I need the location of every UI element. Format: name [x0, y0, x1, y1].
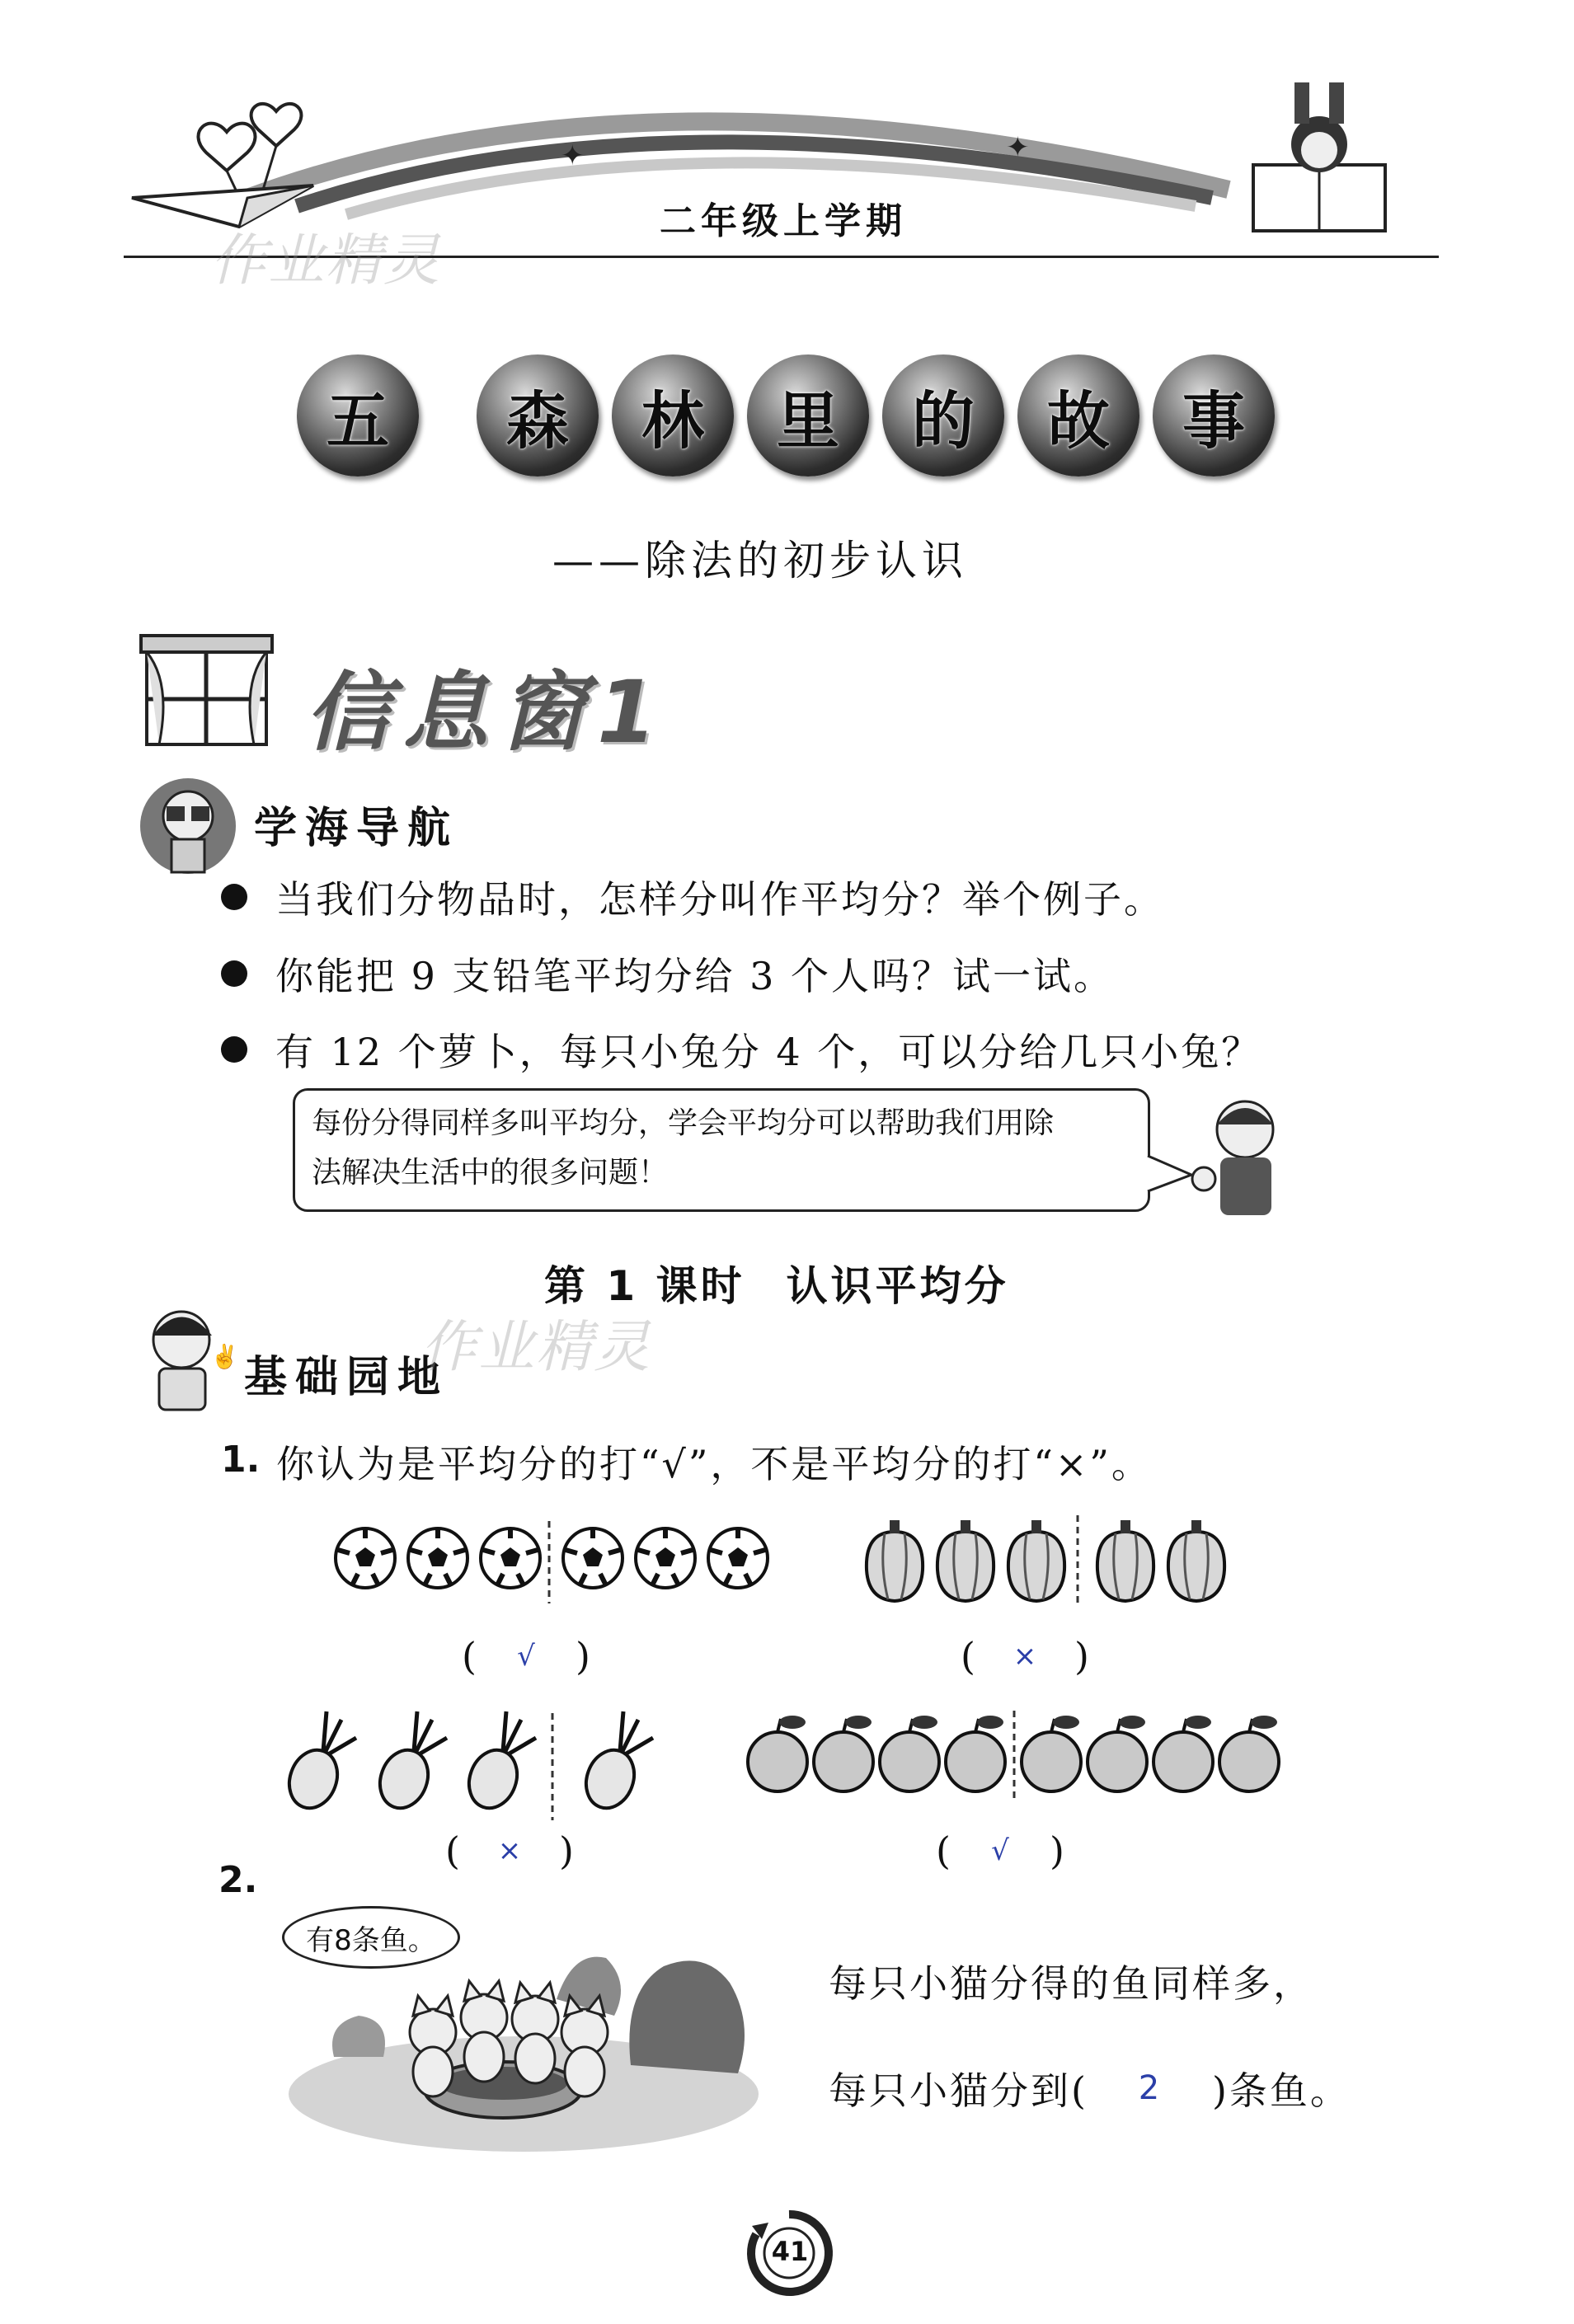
cat-icon	[410, 1996, 456, 2096]
radish-icon	[281, 1711, 356, 1815]
title-char: 事	[1153, 354, 1275, 477]
q1-number: 1.	[221, 1439, 261, 1481]
watermark-top: 作业精灵	[210, 228, 442, 293]
answer-mark: √	[991, 1834, 1009, 1867]
cats-speech-bubble: 有8条鱼。	[282, 1906, 460, 1969]
soccer-ball-icon	[636, 1528, 695, 1588]
radishes-group	[280, 1705, 668, 1820]
apple-icon	[1088, 1716, 1147, 1791]
pepper-icon	[1168, 1520, 1224, 1601]
soccer-ball-icon	[336, 1528, 395, 1588]
svg-text:✦: ✦	[561, 139, 585, 172]
answer-mark: √	[517, 1640, 535, 1673]
apple-icon	[748, 1716, 807, 1791]
guide-bullet	[221, 1022, 1262, 1077]
tip-line: 法解决生活中的很多问题！	[312, 1156, 669, 1190]
radish-icon	[461, 1711, 536, 1815]
apple-icon	[1219, 1716, 1279, 1791]
bullet-dot	[221, 960, 247, 987]
guide-bullet	[221, 946, 1114, 1001]
q2-answer: 2	[1138, 2069, 1163, 2107]
bullet-dot	[221, 884, 247, 910]
tip-speech-box	[293, 1088, 1150, 1212]
q1-answer-2: ( × )	[961, 1634, 1089, 1678]
bullet-text: 你能把 9 支铅笔平均分给 3 个人吗？试一试。	[275, 954, 1115, 998]
lesson-number: 第 1 课时	[544, 1262, 745, 1310]
lesson-name: 认识平均分	[786, 1262, 1009, 1310]
title-char: 森	[477, 354, 599, 477]
soccer-balls-group	[328, 1521, 773, 1603]
info-window-label: 信息窗1	[305, 662, 669, 763]
soccer-ball-icon	[563, 1528, 623, 1588]
answer-mark: ×	[1013, 1640, 1037, 1673]
apple-icon	[880, 1716, 939, 1791]
pepper-icon	[867, 1520, 923, 1601]
peppers-group	[862, 1515, 1249, 1606]
svg-text:✦: ✦	[1006, 131, 1030, 164]
window-icon	[139, 633, 275, 749]
page-number: 41	[771, 2236, 809, 2267]
apples-group	[746, 1711, 1299, 1801]
grade-label: 二年级上学期	[660, 200, 907, 242]
q1-answer-4: ( √ )	[936, 1829, 1064, 1873]
apple-icon	[1022, 1716, 1081, 1791]
title-char: 里	[747, 354, 869, 477]
radish-icon	[578, 1711, 653, 1815]
title-char: 的	[882, 354, 1004, 477]
girl-icon	[136, 1303, 239, 1414]
bullet-text: 有 12 个萝卜，每只小兔分 4 个，可以分给几只小兔？	[275, 1030, 1262, 1074]
bullet-dot	[221, 1036, 247, 1063]
q2-number: 2.	[218, 1859, 258, 1901]
svg-text:✌: ✌	[210, 1343, 239, 1370]
boy-waving-icon	[1187, 1096, 1294, 1220]
pepper-icon	[1097, 1520, 1153, 1601]
q2-line2-before: 每只小猫分到(	[829, 2068, 1088, 2113]
basics-heading: 基础园地	[244, 1353, 449, 1402]
title-char: 林	[612, 354, 734, 477]
soccer-ball-icon	[408, 1528, 468, 1588]
q1-answer-3: ( × )	[445, 1829, 574, 1873]
q2-line2	[829, 2061, 1351, 2115]
q1-text: 你认为是平均分的打“√”，不是平均分的打“×”。	[276, 1442, 1152, 1486]
cat-icon	[512, 1983, 558, 2083]
q1-answer-1: ( √ )	[462, 1634, 590, 1678]
apple-icon	[814, 1716, 873, 1791]
pepper-icon	[937, 1520, 994, 1601]
watermark-middle: 作业精灵	[421, 1315, 652, 1380]
soccer-ball-icon	[708, 1528, 768, 1588]
q2-line1: 每只小猫分得的鱼同样多，	[829, 1961, 1313, 2006]
apple-icon	[946, 1716, 1005, 1791]
title-char: 五	[297, 354, 419, 477]
unit-subtitle: ——除法的初步认识	[552, 537, 968, 585]
pepper-icon	[1008, 1520, 1064, 1601]
guide-heading: 学海导航	[254, 804, 459, 853]
guide-bullet	[221, 870, 1164, 924]
unit-title	[297, 354, 1286, 486]
soccer-ball-icon	[481, 1528, 540, 1588]
q2-line2-after: )条鱼。	[1211, 2068, 1351, 2113]
apple-icon	[1153, 1716, 1213, 1791]
boy-binoculars-icon	[132, 775, 247, 878]
tip-line: 每份分得同样多叫平均分，学会平均分可以帮助我们用除	[312, 1106, 1055, 1140]
title-char: 故	[1017, 354, 1139, 477]
cat-icon	[561, 1996, 608, 2096]
cat-icon	[461, 1981, 507, 2082]
answer-mark: ×	[497, 1834, 522, 1867]
radish-icon	[372, 1711, 447, 1815]
bullet-text: 当我们分物品时，怎样分叫作平均分？举个例子。	[275, 877, 1164, 922]
